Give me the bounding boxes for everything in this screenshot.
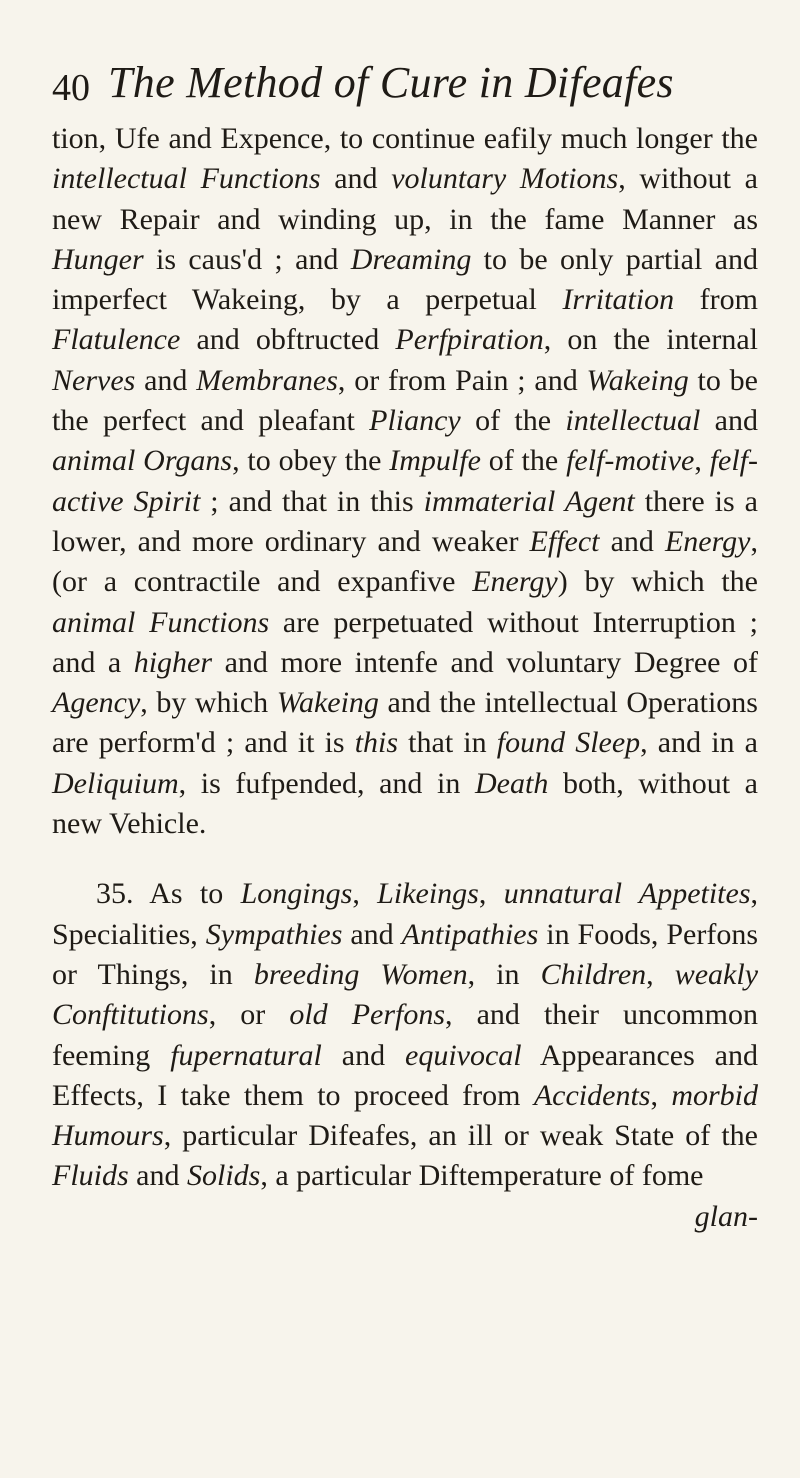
italic-run: equivocal [405,1038,522,1072]
text-run: and [599,524,665,558]
text-run: to be only partial and imperfect Wakeing, by a perpetual [52,242,758,317]
catchword: glan- [694,1199,758,1233]
text-run: and [135,363,197,397]
italic-run: morbid Humours [52,1078,758,1153]
text-run: there is a lower, and more ordinary and weaker [52,484,758,558]
text-run: and [700,404,758,438]
text-run: Appearances and Effects, I take them to proceed from [52,1038,758,1112]
text-run: of the [460,404,566,438]
text-run: , Specialities, [52,877,758,951]
page-number: 40 [52,67,90,109]
italic-run: Hunger [52,242,144,276]
italic-run: Dreaming [350,242,472,276]
italic-run: felf-active Spirit [52,444,758,518]
paragraph-2 [52,874,758,1196]
italic-run: Membranes [196,363,338,397]
italic-run: fupernatural [170,1038,322,1072]
italic-run: Flatulence [52,323,181,357]
page-header [52,58,752,118]
text-run: both, without a new Vehicle. [52,766,758,841]
text-run: and [128,1159,187,1193]
text-run: , [352,877,378,911]
text-run: , [694,444,710,478]
italic-run: immaterial Agent [423,484,635,518]
italic-run: Accidents [533,1078,651,1112]
text-run: , to obey the [232,444,390,478]
text-run: , (or a contractile and expanfive [52,524,758,599]
text-run: ) by which the [557,565,758,599]
italic-run: Impulfe [389,444,481,478]
text-run: to be the perfect and pleafant [52,363,758,438]
italic-run: intellectual Functions [52,162,321,196]
italic-run: voluntary Motions [391,162,619,196]
text-run: , [650,1078,672,1112]
italic-run: Likeings [377,877,479,911]
italic-run: Energy [664,524,751,558]
text-run: , by which [140,686,277,720]
italic-run: Death [475,766,549,800]
text-run: are perpetuated without Interruption ; and a [52,605,758,679]
catchword-line [52,1197,758,1237]
text-run: , a particular Diftemperature of fome [260,1159,704,1193]
text-run: , without a new Repair and winding up, in the fame Manner as [52,162,758,236]
italic-run: Deliquium [52,766,179,800]
text-run: from [674,283,758,317]
text-run: , in [467,957,541,991]
italic-run: Antipathies [401,917,539,951]
italic-run: Pliancy [369,404,461,438]
running-title: The Method of Cure in Difeafes [108,58,674,107]
italic-run: found Sleep [496,726,641,760]
italic-run: unnatural Appetites [503,877,751,911]
text-run: and [320,162,392,196]
text-run: to [182,877,241,911]
italic-run: higher [133,645,213,679]
italic-run: animal Organs [52,444,233,478]
italic-run: Wakeing [276,686,379,720]
italic-run: felf-motive [566,444,695,478]
text-run: , is fufpended, and in [178,766,475,800]
text-run: , particular Difeafes, an ill or weak State of the [163,1119,758,1153]
italic-run: breeding Women [253,957,468,991]
text-run: that in [398,726,497,760]
italic-run: this [354,726,399,760]
italic-run: Fluids [52,1159,129,1193]
text-run: , or [208,998,290,1032]
italic-run: Agency [52,686,141,720]
italic-run: Children [540,957,647,991]
text-run: of the [480,444,567,478]
paragraph-1 [52,119,758,844]
text-run: , [646,957,675,991]
text-run: ; and that in this [200,484,424,518]
italic-run: Solids [187,1159,261,1193]
text-run: tion, Ufe and Expence, to continue eafily much longer the [52,122,758,155]
section-number: 35. As [96,877,183,911]
text-run: , and their uncommon feeming [52,998,758,1072]
italic-run: Longings [240,877,353,911]
italic-run: Irritation [562,283,675,317]
italic-run: animal Functions [52,605,270,639]
italic-run: Perfpiration [395,323,544,357]
text-run: is caus'd ; and [143,242,351,276]
italic-run: Wakeing [586,363,689,397]
text-run: and the intellectual Operations are perform'd ; and it is [52,686,758,760]
text-run: and more intenfe and voluntary Degree of [212,645,758,679]
italic-run: weakly Conftitutions [52,957,759,1032]
text-run: , and in a [640,726,758,760]
text-run: , or from Pain ; and [337,363,587,397]
text-run: in Foods, Perfons or Things, in [52,917,758,991]
italic-run: Sympathies [205,917,343,951]
text-run: and [342,917,402,951]
italic-run: Energy [472,565,558,599]
text-run: , [478,877,504,911]
body-text [52,119,758,1237]
text-run: and obftructed [180,323,396,357]
italic-run: Nerves [52,363,136,397]
italic-run: Effect [529,524,600,558]
text-run: and [321,1038,405,1072]
italic-run: old Perfons [289,998,446,1032]
text-run: , on the internal [543,323,758,357]
italic-run: intellectual [565,404,701,438]
